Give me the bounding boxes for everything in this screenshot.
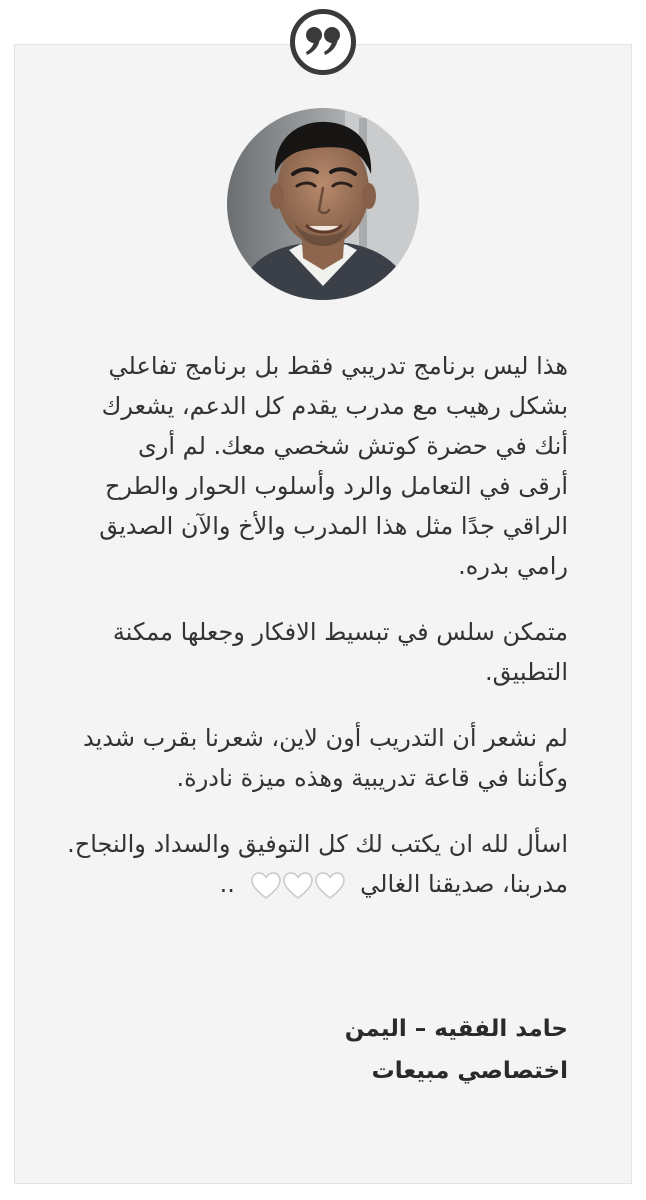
white-heart-icon bbox=[315, 872, 345, 900]
closing-text: مدربنا، صديقنا الغالي bbox=[360, 870, 568, 898]
text-line: أنك في حضرة كوتش شخصي معك. لم أرى bbox=[137, 432, 568, 460]
text-line: الراقي جدًا مثل هذا المدرب والأخ والآن الصديق bbox=[99, 512, 568, 540]
text-line: التطبيق. bbox=[484, 658, 568, 686]
testimonial-paragraph-4 bbox=[68, 824, 568, 905]
white-heart-icon bbox=[283, 872, 313, 900]
testimonial-text bbox=[68, 346, 568, 931]
hearts-group bbox=[249, 865, 345, 905]
text-line: رامي بدره. bbox=[458, 552, 568, 580]
white-heart-icon bbox=[251, 872, 281, 900]
text-line: اسأل لله ان يكتب لك كل التوفيق والسداد والنجاح. bbox=[67, 830, 568, 858]
text-line: هذا ليس برنامج تدريبي فقط بل برنامج تفاعلي bbox=[108, 352, 568, 380]
text-line: متمكن سلس في تبسيط الافكار وجعلها ممكنة bbox=[112, 618, 568, 646]
signature bbox=[68, 1008, 568, 1092]
text-line: بشكل رهيب مع مدرب يقدم كل الدعم، يشعرك bbox=[101, 392, 568, 420]
author-name: حامد الفقيه – اليمن bbox=[344, 1016, 568, 1042]
author-role: اختصاصي مبيعات bbox=[371, 1058, 568, 1084]
text-line: لم نشعر أن التدريب أون لاين، شعرنا بقرب شديد bbox=[82, 724, 568, 752]
avatar bbox=[227, 108, 419, 300]
trailing-dots: .. bbox=[219, 870, 235, 898]
text-line-with-hearts bbox=[68, 864, 568, 905]
testimonial-paragraph-1 bbox=[68, 346, 568, 586]
text-line: وكأننا في قاعة تدريبية وهذه ميزة نادرة. bbox=[176, 764, 568, 792]
testimonial-paragraph-3 bbox=[68, 718, 568, 798]
text-line: أرقى في التعامل والرد وأسلوب الحوار والطرح bbox=[104, 472, 568, 500]
testimonial-paragraph-2 bbox=[68, 612, 568, 692]
quote-icon bbox=[290, 9, 356, 75]
